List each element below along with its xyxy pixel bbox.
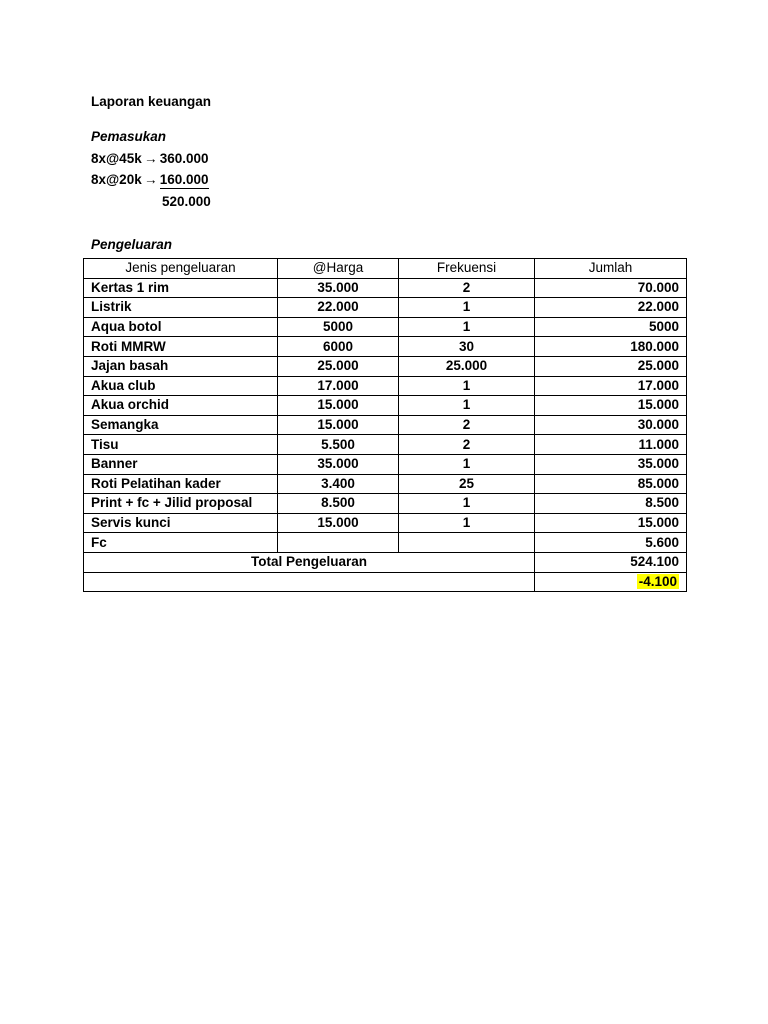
expense-amount: 15.000 (535, 513, 687, 533)
table-row (84, 356, 687, 376)
expense-price: 15.000 (278, 415, 399, 435)
balance-cell (535, 572, 687, 592)
income-line-2 (91, 172, 209, 189)
arrow-right-icon: → (143, 172, 158, 187)
expense-amount: 5000 (535, 317, 687, 337)
income-total: 520.000 (162, 194, 211, 209)
expense-frequency: 2 (399, 278, 535, 298)
expense-price: 8.500 (278, 494, 399, 514)
column-header-type: Jenis pengeluaran (84, 259, 278, 279)
expense-price: 35.000 (278, 454, 399, 474)
expense-frequency: 2 (399, 435, 535, 455)
expense-amount: 70.000 (535, 278, 687, 298)
income-line-1 (91, 151, 209, 166)
table-row (84, 454, 687, 474)
table-header-row (84, 259, 687, 279)
income-heading: Pemasukan (91, 129, 167, 144)
expense-name: Servis kunci (84, 513, 278, 533)
expense-name: Tisu (84, 435, 278, 455)
table-row (84, 474, 687, 494)
table-row (84, 396, 687, 416)
expense-name: Akua club (84, 376, 278, 396)
expense-frequency: 30 (399, 337, 535, 357)
expense-price: 25.000 (278, 356, 399, 376)
expense-name: Banner (84, 454, 278, 474)
expense-amount: 15.000 (535, 396, 687, 416)
expense-price: 6000 (278, 337, 399, 357)
expense-amount: 11.000 (535, 435, 687, 455)
expense-name: Semangka (84, 415, 278, 435)
expense-name: Roti Pelatihan kader (84, 474, 278, 494)
expense-price (278, 533, 399, 553)
expense-table (83, 258, 687, 592)
expense-amount: 35.000 (535, 454, 687, 474)
income-line-label: 8x@45k (91, 151, 142, 166)
table-row (84, 337, 687, 357)
expense-frequency: 1 (399, 513, 535, 533)
expense-amount: 17.000 (535, 376, 687, 396)
expense-frequency: 25.000 (399, 356, 535, 376)
expense-frequency (399, 533, 535, 553)
expense-frequency: 1 (399, 396, 535, 416)
table-row (84, 278, 687, 298)
expense-amount: 5.600 (535, 533, 687, 553)
balance-amount: -4.100 (638, 573, 677, 589)
expense-frequency: 2 (399, 415, 535, 435)
expense-price: 17.000 (278, 376, 399, 396)
expense-frequency: 1 (399, 317, 535, 337)
expenses-heading: Pengeluaran (91, 237, 173, 252)
expense-frequency: 1 (399, 494, 535, 514)
expense-frequency: 1 (399, 298, 535, 318)
expense-amount: 30.000 (535, 415, 687, 435)
expense-name: Aqua botol (84, 317, 278, 337)
table-row (84, 415, 687, 435)
table-row (84, 376, 687, 396)
table-row (84, 494, 687, 514)
expense-name: Print + fc + Jilid proposal (84, 494, 278, 514)
balance-row (84, 572, 687, 592)
report-title: Laporan keuangan (91, 94, 212, 109)
expense-price: 35.000 (278, 278, 399, 298)
total-amount: 524.100 (535, 552, 687, 572)
expense-name: Roti MMRW (84, 337, 278, 357)
total-label: Total Pengeluaran (84, 552, 535, 572)
expense-frequency: 25 (399, 474, 535, 494)
expense-price: 5.500 (278, 435, 399, 455)
expense-name: Fc (84, 533, 278, 553)
expense-name: Listrik (84, 298, 278, 318)
expense-frequency: 1 (399, 376, 535, 396)
expense-price: 3.400 (278, 474, 399, 494)
expense-price: 22.000 (278, 298, 399, 318)
income-line-amount: 160.000 (159, 172, 209, 187)
balance-empty-cell (84, 572, 535, 592)
expense-amount: 85.000 (535, 474, 687, 494)
expense-price: 15.000 (278, 513, 399, 533)
expense-name: Akua orchid (84, 396, 278, 416)
total-row (84, 552, 687, 572)
table-row (84, 317, 687, 337)
expense-price: 5000 (278, 317, 399, 337)
column-header-frequency: Frekuensi (399, 259, 535, 279)
expense-amount: 25.000 (535, 356, 687, 376)
expense-amount: 22.000 (535, 298, 687, 318)
arrow-right-icon: → (143, 151, 158, 166)
table-row (84, 298, 687, 318)
income-line-label: 8x@20k (91, 172, 142, 187)
expense-name: Jajan basah (84, 356, 278, 376)
column-header-amount: Jumlah (535, 259, 687, 279)
expense-name: Kertas 1 rim (84, 278, 278, 298)
expense-amount: 180.000 (535, 337, 687, 357)
column-header-price: @Harga (278, 259, 399, 279)
expense-price: 15.000 (278, 396, 399, 416)
expense-frequency: 1 (399, 454, 535, 474)
expense-amount: 8.500 (535, 494, 687, 514)
table-row (84, 533, 687, 553)
table-row (84, 513, 687, 533)
income-line-amount: 360.000 (159, 151, 209, 166)
table-row (84, 435, 687, 455)
